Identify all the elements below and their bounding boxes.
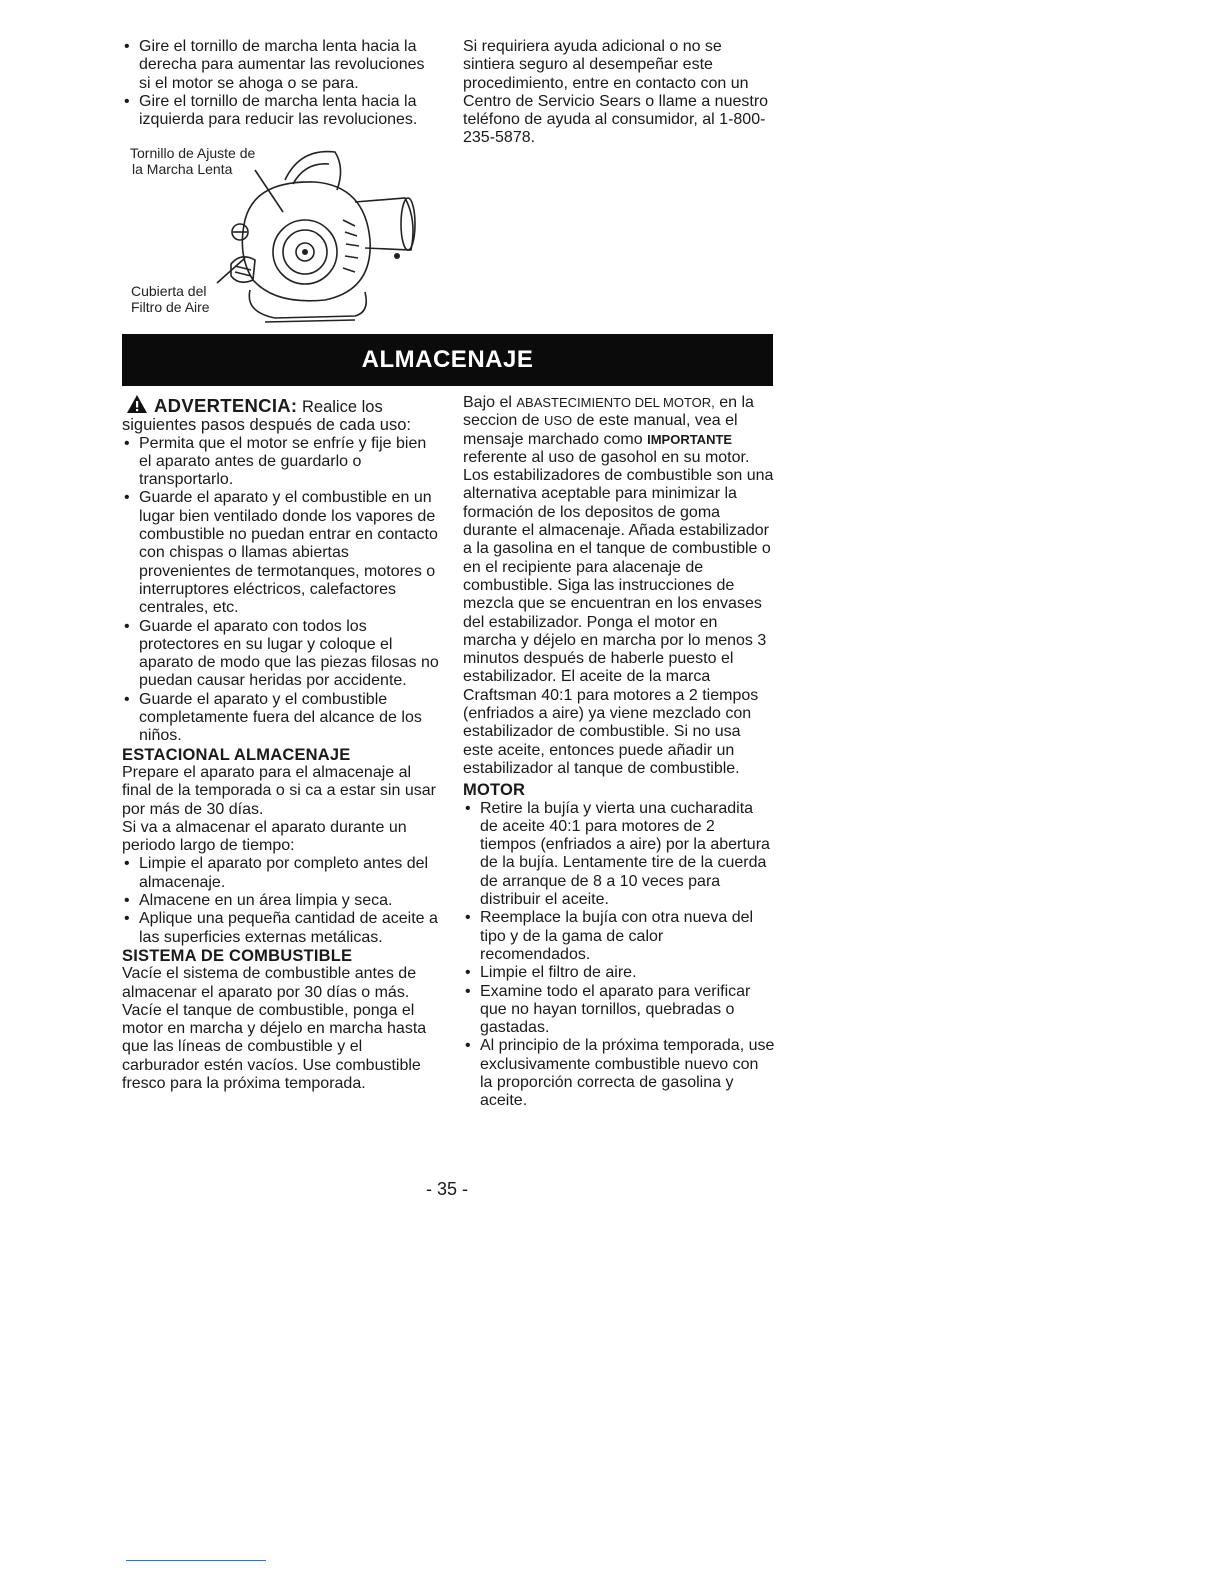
list-item: • Retire la bujía y vierta una cucharadita de aceite 40:1 para motores de 2 tiempos (enfriados a aire) por la abertura de la bujía. Lentamente tire de la cuerda de arranque de 8 a 10 veces para distribuir el aceite. [463,800,775,910]
top-left-column [122,38,438,129]
air-filter-label: Cubierta del Filtro de Aire [131,283,210,315]
motor-list [463,800,775,1111]
top-right-column [463,38,773,148]
fuel-paragraph: Vacíe el sistema de combustible antes de almacenar el aparato por 30 días o más. Vacíe el tanque de combustible, ponga el motor en marcha y déjelo en marcha hasta que las líneas de combustible y el carburador estén vacíos. Use combustible fresco para la próxima temporada. [122,965,427,1092]
list-item: • Guarde el aparato y el combustible en un lugar bien ventilado donde los vapores de combustible no puedan entrar en contacto con chispas o llamas abiertas provenientes de termotanques, motores o interruptores eléctricos, calefactores centrales, etc. [122,489,440,617]
section-banner [122,334,773,386]
list-item: • Permita que el motor se enfríe y fije bien el aparato antes de guardarlo o transportarlo. [122,435,440,490]
warning-title: ADVERTENCIA: [154,395,298,416]
warning-block [122,394,440,746]
seasonal-paragraph-2: Si va a almacenar el aparato durante un periodo largo de tiempo: [122,818,407,855]
idle-adjust-list [122,38,438,129]
idle-screw-label: Tornillo de Ajuste de la Marcha Lenta [130,145,256,177]
seasonal-heading: ESTACIONAL ALMACENAJE [122,745,351,764]
list-item: • Limpie el aparato por completo antes del almacenaje. [122,855,440,892]
blower-illustration [205,140,425,330]
warning-list [122,435,440,746]
list-item: • Gire el tornillo de marcha lenta hacia la izquierda para reducir las revoluciones. [122,93,438,130]
list-item: • Limpie el filtro de aire. [463,964,775,982]
warning-lead: Realice los siguientes pasos después de cada uso: [122,398,411,435]
list-item: • Al principio de la próxima temporada, use exclusivamente combustible nuevo con la proporción correcta de gasolina y aceite. [463,1037,775,1110]
list-item: • Gire el tornillo de marcha lenta hacia la derecha para aumentar las revoluciones si el motor se ahoga o se para. [122,38,438,93]
motor-heading: MOTOR [463,781,526,800]
stabilizer-paragraph: Los estabilizadores de combustible son una alternativa aceptable para minimizar la formación de los depositos de goma durante el almacenaje. Añada estabilizador a la gasolina en el tanque de combustible o en el recipiente para alacenaje de combustible. Siga las instrucciones de mezcla que se encuentran en los envases del estabilizador. Ponga el motor en marcha y déjelo en marcha por lo menos 3 minutos después de haberle puesto el estabilizador. El aceite de la marca Craftsman 40:1 para motores a 2 tiempos (enfriados a aire) ya viene mezclado con estabilizador de combustible. Si no usa este aceite, entonces puede añadir un estabilizador al tanque de combustible. [463,467,774,777]
seasonal-paragraph-1: Prepare el aparato para el almacenaje al final de la temporada o si ca a estar sin usar por más de 30 días. [122,763,436,818]
list-item: • Aplique una pequeña cantidad de aceite a las superficies externas metálicas. [122,910,440,947]
right-column [463,394,775,1111]
help-paragraph: Si requiriera ayuda adicional o no se sintiera seguro al desempeñar este procedimiento, entre en contacto con un Centro de Servicio Sears o llame a nuestro teléfono de ayuda al consumidor, al 1-800-235-5878. [463,38,769,147]
left-column [122,394,440,1093]
gasohol-paragraph: Bajo el ABASTECIMIENTO DEL MOTOR, en la seccion de USO de este manual, vea el mensaje marchado como IMPORTANTE referente al uso de gasohol en su motor. [463,394,754,466]
footer-divider [126,1560,266,1561]
list-item: • Reemplace la bujía con otra nueva del tipo y de la gama de calor recomendados. [463,909,775,964]
list-item: • Guarde el aparato y el combustible completamente fuera del alcance de los niños. [122,691,440,746]
fuel-heading: SISTEMA DE COMBUSTIBLE [122,946,353,965]
list-item: • Almacene en un área limpia y seca. [122,892,440,910]
list-item: • Examine todo el aparato para verificar que no hayan tornillos, quebradas o gastadas. [463,983,775,1038]
warning-icon [126,394,148,414]
page-number: - 35 - [425,1179,468,1199]
section-title: ALMACENAJE [361,346,534,373]
seasonal-list [122,855,440,946]
list-item: • Guarde el aparato con todos los protectores en su lugar y coloque el aparato de modo que las piezas filosas no puedan causar heridas por accidente. [122,618,440,691]
